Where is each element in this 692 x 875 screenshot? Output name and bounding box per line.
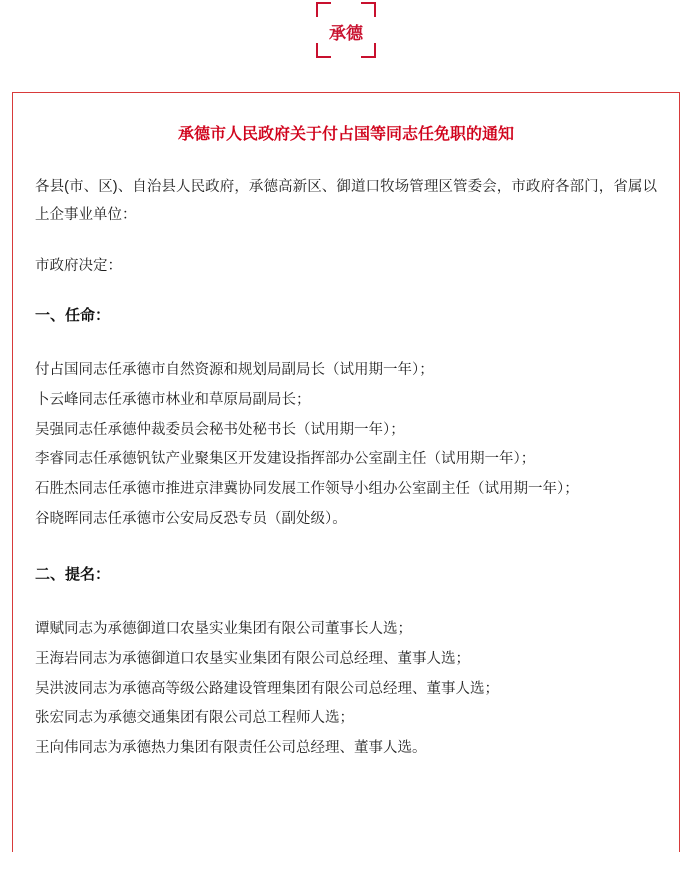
- list-item: 谭赋同志为承德御道口农垦实业集团有限公司董事长人选；: [35, 621, 412, 638]
- list-item: 张宏同志为承德交通集团有限公司总工程师人选；: [35, 710, 354, 727]
- section-heading-nominations: 二、提名：: [35, 565, 111, 583]
- list-item: 李睿同志任承德钒钛产业聚集区开发建设指挥部办公室副主任（试用期一年）；: [35, 451, 536, 468]
- appointment-list: [35, 356, 657, 534]
- list-item: 王海岩同志为承德御道口农垦实业集团有限公司总经理、董事人选；: [35, 650, 470, 667]
- logo-label: 承德: [329, 23, 363, 43]
- page-title: 承德市人民政府关于付占国等同志任免职的通知: [177, 126, 514, 143]
- list-item: 吴洪波同志为承德高等级公路建设管理集团有限公司总经理、董事人选；: [35, 680, 499, 697]
- nomination-list: [35, 615, 657, 764]
- list-item: 王向伟同志为承德热力集团有限责任公司总经理、董事人选。: [35, 739, 427, 756]
- list-item: 吴强同志任承德仲裁委员会秘书处秘书长（试用期一年）；: [35, 421, 405, 438]
- document-frame: [12, 92, 680, 852]
- section-heading-appointments: 一、任命：: [35, 306, 111, 324]
- chengde-logo: [320, 8, 372, 54]
- list-item: 谷晓晖同志任承德市公安局反恐专员（副处级）。: [35, 510, 347, 527]
- list-item: 付占国同志任承德市自然资源和规划局副局长（试用期一年）；: [35, 362, 434, 379]
- lead-paragraph: 市政府决定：: [35, 257, 122, 274]
- list-item: 卜云峰同志任承德市林业和草原局副局长；: [35, 392, 311, 409]
- logo-area: [0, 0, 692, 92]
- list-item: 石胜杰同志任承德市推进京津冀协同发展工作领导小组办公室副主任（试用期一年）；: [35, 481, 579, 498]
- addressee-paragraph: 各县(市、区)、自治县人民政府，承德高新区、御道口牧场管理区管委会，市政府各部门，省属以上企事业单位：: [35, 179, 657, 224]
